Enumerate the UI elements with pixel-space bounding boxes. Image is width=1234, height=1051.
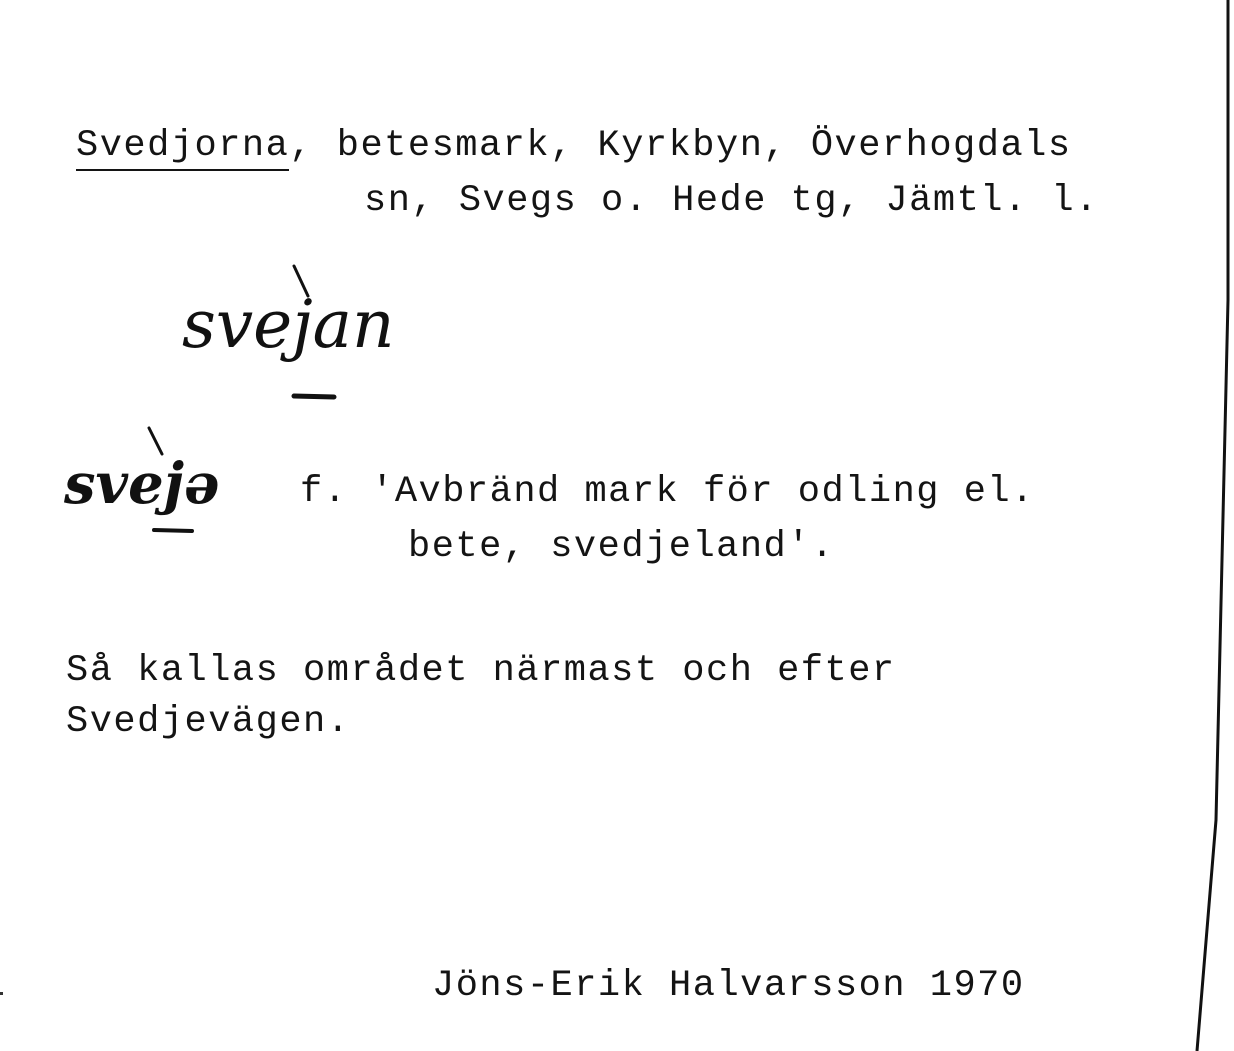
note-line-1: Så kallas området närmast och efter bbox=[66, 650, 896, 692]
underline-mark-2 bbox=[150, 522, 200, 538]
pronunciation-2: svejə bbox=[64, 451, 220, 517]
signature: Jöns-Erik Halvarsson 1970 bbox=[432, 965, 1025, 1007]
pronunciation-1: svejan bbox=[182, 286, 395, 363]
entry-line-1-rest: , betesmark, Kyrkbyn, Överhogdals bbox=[289, 125, 1072, 167]
note-line-2: Svedjevägen. bbox=[66, 701, 351, 743]
definition-line-2: bete, svedjeland'. bbox=[408, 526, 835, 568]
definition-line-1: f. 'Avbränd mark för odling el. bbox=[300, 471, 1035, 513]
entry-line-1 bbox=[76, 125, 1072, 167]
underline-mark-1 bbox=[290, 388, 340, 404]
headword: Svedjorna bbox=[76, 125, 289, 171]
scan-speck bbox=[0, 992, 3, 995]
card-right-edge bbox=[1194, 0, 1234, 1051]
entry-line-2: sn, Svegs o. Hede tg, Jämtl. l. bbox=[364, 180, 1099, 222]
